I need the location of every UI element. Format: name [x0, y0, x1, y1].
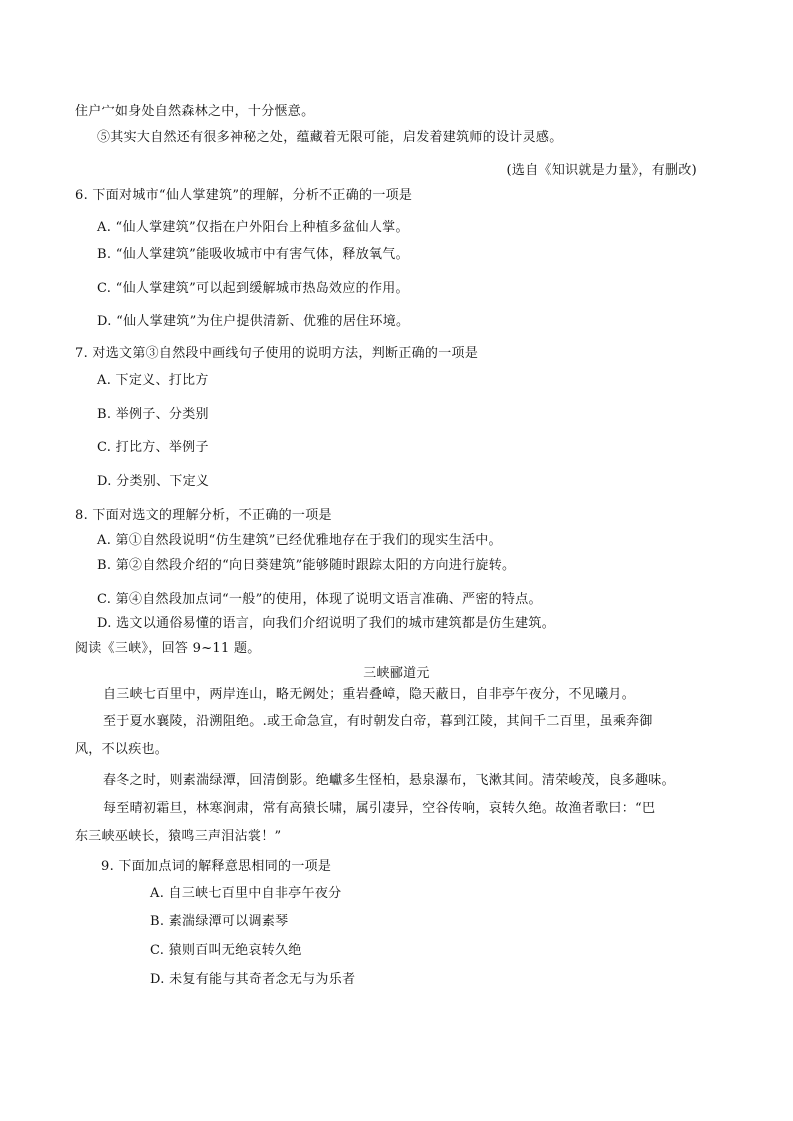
question-9-option-a: A. 自三峡七百里中自非亭午夜分	[150, 886, 342, 901]
question-9-option-c: C. 猿则百叫无绝哀转久绝	[150, 943, 302, 958]
question-7-stem: 7. 对选文第③自然段中画线句子使用的说明方法，判断正确的一项是	[75, 346, 479, 361]
question-6-option-c: C. “仙人掌建筑”可以起到缓解城市热岛效应的作用。	[97, 281, 409, 296]
question-7-option-c: C. 打比方、举例子	[97, 440, 209, 455]
question-6-stem: 6. 下面对城市“仙人掌建筑”的理解，分析不正确的一项是	[75, 188, 413, 203]
sanxia-title: 三峡郦道元	[363, 666, 430, 681]
sanxia-line-2: 至于夏水襄陵，沿溯阻绝。.或王命急宣，有时朝发白帝，暮到江陵，其间千二百里，虽乘奔御	[103, 714, 653, 729]
question-8-option-a: A. 第①自然段说明“仿生建筑”已经优雅地存在于我们的现实生活中。	[97, 533, 502, 548]
question-9-stem: 9. 下面加点词的解释意思相同的一项是	[101, 859, 332, 874]
question-8-option-c: C. 第④自然段加点词“一般”的使用，体现了说明文语言准确、严密的特点。	[97, 592, 542, 607]
question-8-option-b: B. 第②自然段介绍的“向日葵建筑”能够随时跟踪太阳的方向进行旋转。	[97, 558, 516, 573]
reading-instruction: 阅读《三峡》，回答 9~11 题。	[75, 641, 261, 656]
question-8-stem: 8. 下面对选文的理解分析，不正确的一项是	[75, 508, 332, 523]
question-6-option-b: B. “仙人掌建筑”能吸收城市中有害气体，释放氧气。	[97, 247, 409, 262]
passage-paragraph-5: ⑤其实大自然还有很多神秘之处，蕴藏着无限可能，启发着建筑师的设计灵感。	[97, 130, 563, 145]
question-9-option-d: D. 未复有能与其奇者念无与为乐者	[150, 972, 356, 987]
passage-continuation: 住户宀如身处自然森林之中，十分惬意。	[75, 104, 315, 119]
sanxia-line-3: 风，不以疾也。	[75, 742, 169, 757]
sanxia-line-6: 东三峡巫峡长，猿鸣三声泪沾裳！”	[75, 829, 282, 844]
question-9-option-b: B. 素湍绿潭可以调素琴	[150, 914, 289, 929]
question-7-option-b: B. 举例子、分类别	[97, 407, 209, 422]
question-7-option-d: D. 分类别、下定义	[97, 474, 210, 489]
sanxia-line-1: 自三峡七百里中，两岸连山，略无阙处；重岩叠嶂，隐天蔽日，自非亭午夜分，不见曦月。	[103, 687, 636, 702]
question-8-option-d: D. 选文以通俗易懂的语言，向我们介绍说明了我们的城市建筑都是仿生建筑。	[97, 616, 556, 631]
question-6-option-a: A. “仙人掌建筑”仅指在户外阳台上种植多盆仙人掌。	[97, 220, 409, 235]
passage-source: (选自《知识就是力量》，有删改)	[506, 163, 697, 178]
question-6-option-d: D. “仙人掌建筑”为住户提供清新、优雅的居住环境。	[97, 314, 410, 329]
sanxia-line-4: 春冬之时，则素湍绿潭，回清倒影。绝巘多生怪柏，悬泉瀑布，飞漱其间。清荣峻茂，良多趣味。	[103, 773, 675, 788]
sanxia-line-5: 每至晴初霜旦，林寒涧肃，常有高猿长啸，属引凄异，空谷传响，哀转久绝。故渔者歌曰：“巴	[103, 801, 656, 816]
question-7-option-a: A. 下定义、打比方	[97, 373, 209, 388]
